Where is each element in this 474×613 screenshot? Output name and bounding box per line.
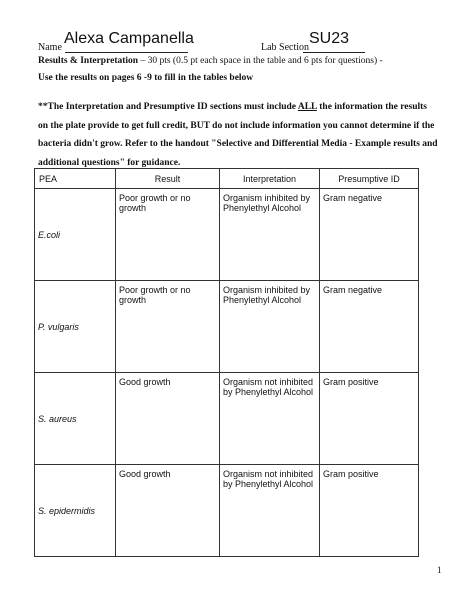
presumptive-id-cell[interactable]: Gram positive (320, 465, 419, 557)
organism-cell: S. aureus (35, 373, 116, 465)
presumptive-id-cell[interactable]: Gram positive (320, 373, 419, 465)
lab-section-underline (303, 52, 365, 53)
name-label: Name (38, 42, 62, 53)
result-cell[interactable]: Poor growth or no growth (116, 189, 220, 281)
use-results-instruction: Use the results on pages 6 -9 to fill in the tables below (38, 73, 254, 83)
table-row (35, 373, 419, 465)
interpretation-cell[interactable]: Organism inhibited by Phenylethyl Alcohol (220, 189, 320, 281)
result-cell[interactable]: Poor growth or no growth (116, 281, 220, 373)
page-number: 1 (437, 565, 442, 575)
interpretation-cell[interactable]: Organism not inhibited by Phenylethyl Alcohol (220, 465, 320, 557)
result-cell[interactable]: Good growth (116, 373, 220, 465)
header-pea: PEA (35, 169, 116, 189)
table-row (35, 281, 419, 373)
table-header-row (35, 169, 419, 189)
name-underline (65, 52, 188, 53)
table-row (35, 189, 419, 281)
para-part1: **The Interpretation and Presumptive ID sections must include (38, 102, 298, 112)
pea-results-table (34, 168, 419, 557)
header-presumptive-id: Presumptive ID (320, 169, 419, 189)
instruction-paragraph (38, 98, 438, 172)
presumptive-id-cell[interactable]: Gram negative (320, 189, 419, 281)
lab-section-field[interactable]: SU23 (309, 30, 350, 47)
interpretation-cell[interactable]: Organism not inhibited by Phenylethyl Alcohol (220, 373, 320, 465)
lab-section-label: Lab Section (261, 42, 310, 53)
table-row (35, 465, 419, 557)
results-points-line (38, 56, 383, 66)
organism-cell: E.coli (35, 189, 116, 281)
presumptive-id-cell[interactable]: Gram negative (320, 281, 419, 373)
organism-cell: P. vulgaris (35, 281, 116, 373)
header-interpretation: Interpretation (220, 169, 320, 189)
para-part2: the information the results on the plate provide to get full credit, BUT do not include information you cannot determine if the bacteria didn't grow. Refer to the handout "Selective and Differential Media - Example results and additional questions" for guidance. (38, 102, 438, 168)
name-field[interactable]: Alexa Campanella (64, 30, 194, 47)
result-cell[interactable]: Good growth (116, 465, 220, 557)
interpretation-cell[interactable]: Organism inhibited by Phenylethyl Alcohol (220, 281, 320, 373)
points-text: – 30 pts (0.5 pt each space in the table and 6 pts for questions) - (138, 56, 383, 66)
header-result: Result (116, 169, 220, 189)
results-title: Results & Interpretation (38, 56, 139, 66)
organism-cell: S. epidermidis (35, 465, 116, 557)
para-underlined-all: ALL (297, 102, 317, 112)
